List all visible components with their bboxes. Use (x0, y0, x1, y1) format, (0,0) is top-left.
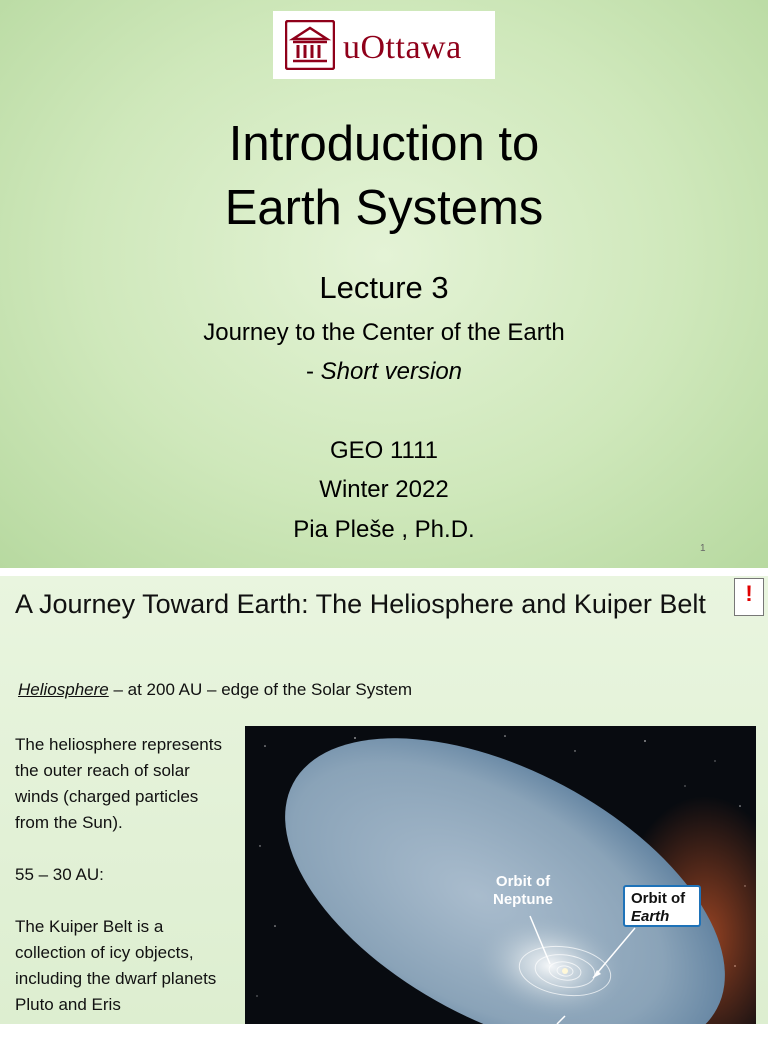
uottawa-logo (273, 11, 495, 79)
earth-orbit-label (623, 885, 701, 927)
neptune-orbit-label (493, 873, 553, 909)
slide-heading: A Journey Toward Earth: The Heliosphere and Kuiper Belt (15, 589, 706, 619)
heliosphere-description: – at 200 AU – edge of the Solar System (108, 680, 413, 699)
author: Pia Pleše , Ph.D. (293, 516, 475, 543)
slide-title-line2: Earth Systems (224, 181, 544, 235)
earth-label-line1: Orbit of (631, 890, 686, 907)
neptune-label-line1: Orbit of (495, 873, 551, 890)
page-number: 1 (700, 543, 706, 554)
body-text (15, 732, 230, 1044)
lecture-subtitle: Journey to the Center of the Earth (203, 319, 565, 346)
building-icon (285, 20, 335, 70)
course-code: GEO 1111 (329, 437, 439, 464)
exclamation-icon (734, 578, 764, 616)
version-prefix: - (305, 358, 321, 385)
paragraph: The Kuiper Belt is a collection of icy objects, including the dwarf planets Pluto and Eris (15, 917, 217, 1014)
content-slide (0, 576, 768, 1024)
paragraph: The heliosphere represents the outer reach of solar winds (charged particles from the Sun). (15, 735, 222, 832)
slide-title-line1: Introduction to (228, 117, 540, 171)
version-note (0, 358, 768, 386)
lecture-number: Lecture 3 (319, 270, 449, 305)
alert-symbol: ! (745, 581, 753, 606)
logo-wordmark: uOttawa (343, 29, 462, 66)
paragraph: 55 – 30 AU: (15, 865, 104, 884)
heliosphere-term: Heliosphere (18, 680, 109, 699)
version-text: Short version (320, 358, 463, 385)
earth-label-line2: Earth (631, 908, 670, 925)
neptune-label-line2: Neptune (493, 891, 553, 908)
term: Winter 2022 (319, 476, 449, 503)
heliosphere-definition (18, 680, 412, 700)
heliosphere-illustration (245, 726, 756, 1024)
